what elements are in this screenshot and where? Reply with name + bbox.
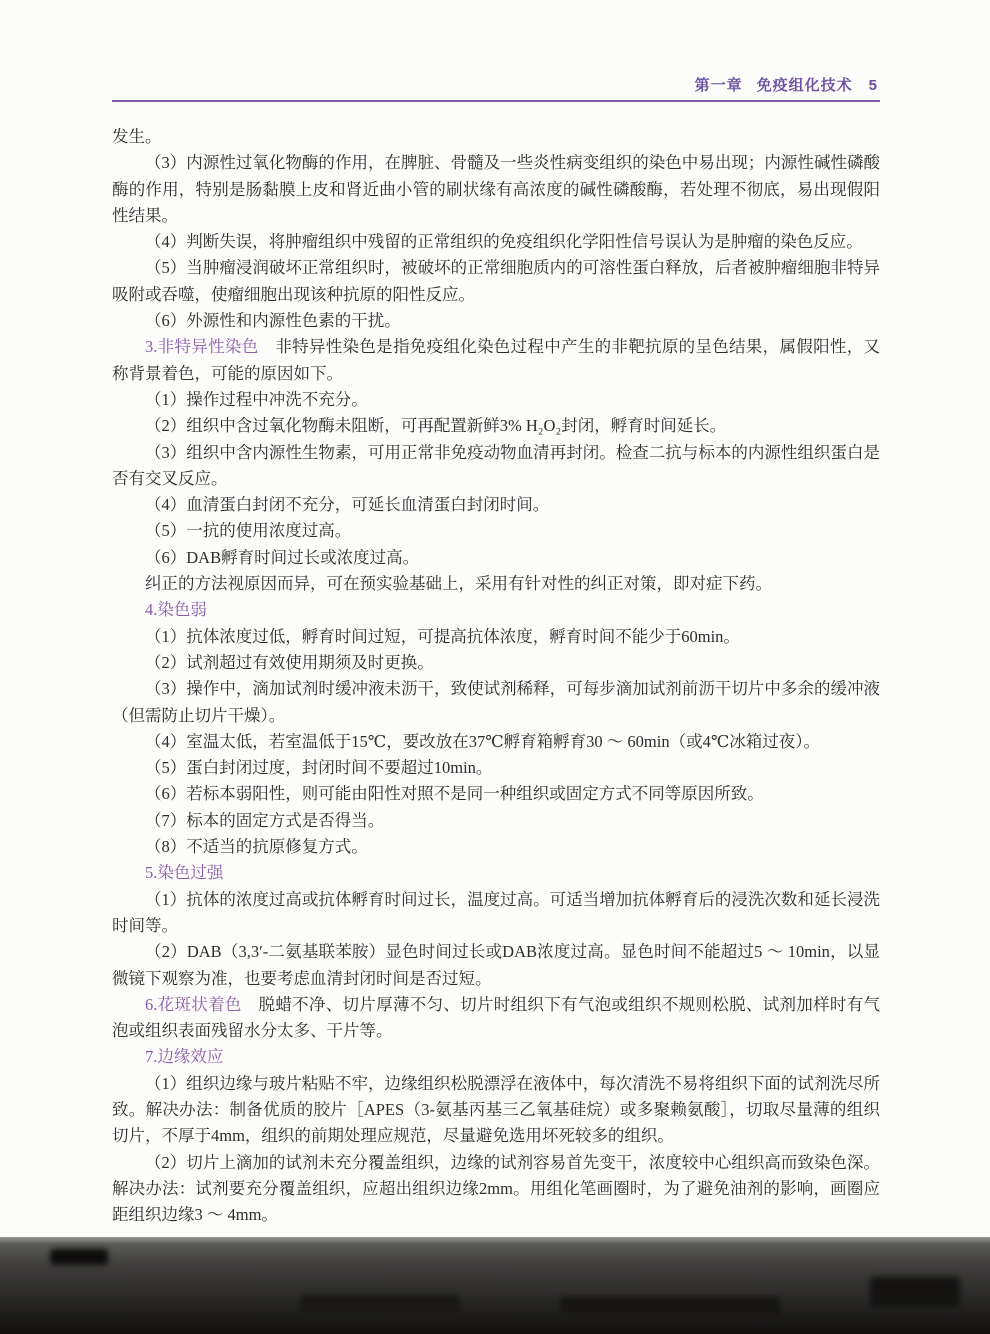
paragraph [112,1044,880,1070]
paragraph [112,492,880,518]
paragraph-text: （1）组织边缘与玻片粘贴不牢，边缘组织松脱漂浮在液体中，每次清洗不易将组织下面的试剂洗尽所致。解决办法：制备优质的胶片［APES（3-氨基丙基三乙氧基硅烷）或多聚赖氨酸］，切取尽量薄的组织切片，不厚于4mm，组织的前期处理应规范，尽量避免选用坏死较多的组织。 [112,1073,880,1146]
section-heading: 6.花斑状着色 [145,994,242,1014]
paragraph-text: （2）试剂超过有效使用期须及时更换。 [145,652,434,672]
photo-edge [0,1237,990,1334]
paragraph [112,729,880,755]
paragraph-text: （6）DAB孵育时间过长或浓度过高。 [145,547,420,567]
paragraph-text: 发生。 [112,127,162,146]
paragraph-text: （6）外源性和内源性色素的干扰。 [145,311,401,331]
section-heading: 7.边缘效应 [145,1047,224,1067]
paragraph [112,413,880,439]
photo-artifact [870,1277,960,1307]
paragraph-text: （3）内源性过氧化物酶的作用，在脾脏、骨髓及一些炎性病变组织的染色中易出现；内源性碱性磷酸酶的作用，特别是肠黏膜上皮和肾近曲小管的刷状缘有高浓度的碱性磷酸酶，若处理不彻底，易出现假阳性结果。 [112,153,880,225]
paragraph [112,755,880,781]
section-heading: 5.染色过强 [145,863,224,883]
paragraph [112,650,880,676]
paragraph-text: （7）标本的固定方式是否得当。 [145,810,385,830]
photo-artifact [300,1295,460,1315]
paragraph [112,834,880,860]
paragraph-text: （1）抗体的浓度过高或抗体孵育时间过长，温度过高。可适当增加抗体孵育后的浸洗次数和延长浸洗时间等。 [112,889,880,935]
paragraph [112,781,880,807]
paragraph [112,518,880,544]
paragraph [112,860,880,886]
paragraph [112,597,880,623]
paragraph [112,624,880,650]
paragraph-text: 纠正的方法视原因而异，可在预实验基础上，采用有针对性的纠正对策，即对症下药。 [145,574,772,594]
paragraph [112,808,880,834]
paragraph-text: （6）若标本弱阳性，则可能由阳性对照不是同一种组织或固定方式不同等原因所致。 [145,784,764,804]
paragraph [112,939,880,992]
photo-artifact [560,1297,780,1315]
paragraph-text: （3）操作中，滴加试剂时缓冲液未沥干，致使试剂稀释，可每步滴加试剂前沥干切片中多余的缓冲液（但需防止切片干燥）。 [112,679,880,725]
section-heading: 3.非特异性染色 [145,337,259,357]
paragraph [112,571,880,597]
paragraph [112,308,880,334]
paragraph-text: 非特异性染色是指免疫组化染色过程中产生的非靶抗原的呈色结果，属假阳性，又称背景着色，可能的原因如下。 [112,337,881,383]
paragraph [112,387,880,413]
paragraph [112,255,880,308]
paragraph [112,1150,880,1229]
header-rule [112,100,880,102]
paragraph-text: （3）组织中含内源性生物素，可用正常非免疫动物血清再封闭。检查二抗与标本的内源性组织蛋白是否有交叉反应。 [112,442,880,488]
chapter-label: 第一章 [694,77,743,94]
paragraph [112,334,880,387]
paragraph-text: （2）DAB（3,3′-二氨基联苯胺）显色时间过长或DAB浓度过高。显色时间不能超过5 ～ 10min，以显微镜下观察为准，也要考虑血清封闭时间是否过短。 [112,942,880,988]
page-content [112,124,880,1228]
section-heading: 4.染色弱 [145,600,207,620]
paragraph [112,1071,880,1150]
paragraph-text: （5）蛋白封闭过度，封闭时间不要超过10min。 [145,758,493,778]
photo-artifact [50,1249,108,1265]
paragraph-text: （5）一抗的使用浓度过高。 [145,521,352,541]
paragraph-text: （8）不适当的抗原修复方式。 [145,837,368,857]
chapter-title: 免疫组化技术 [756,77,853,94]
paragraph-text: （1）操作过程中冲洗不充分。 [145,389,368,409]
paragraph [112,229,880,255]
page-number: 5 [868,77,878,94]
running-head [113,74,878,95]
paragraph-text: （4）血清蛋白封闭不充分，可延长血清蛋白封闭时间。 [145,495,550,515]
paragraph-text: （5）当肿瘤浸润破坏正常组织时，被破坏的正常细胞质内的可溶性蛋白释放，后者被肿瘤细胞非特异吸附或吞噬，使瘤细胞出现该种抗原的阳性反应。 [112,258,880,304]
paragraph [112,124,880,150]
paragraph-text: （2）组织中含过氧化物酶未阻断，可再配置新鲜3% H₂O₂封闭，孵育时间延长。 [145,416,727,436]
paragraph-text: （1）抗体浓度过低，孵育时间过短，可提高抗体浓度，孵育时间不能少于60min。 [145,626,740,646]
paragraph [112,887,880,940]
paragraph-text: 脱蜡不净、切片厚薄不匀、切片时组织下有气泡或组织不规则松脱、试剂加样时有气泡或组织表面残留水分太多、干片等。 [112,994,881,1041]
paragraph-text: （4）判断失误，将肿瘤组织中残留的正常组织的免疫组织化学阳性信号误认为是肿瘤的染色反应。 [145,232,863,252]
paragraph [112,992,880,1045]
paragraph [112,676,880,729]
paragraph-text: （4）室温太低，若室温低于15℃，要改放在37℃孵育箱孵育30 ～ 60min（或4℃冰箱过夜）。 [145,731,821,751]
paragraph-text: （2）切片上滴加的试剂未充分覆盖组织，边缘的试剂容易首先变干，浓度较中心组织高而致染色深。解决办法：试剂要充分覆盖组织，应超出组织边缘2mm。用组化笔画圈时，为了避免油剂的影响，画圈应距组织边缘3 ～ 4mm。 [112,1152,880,1225]
paragraph [112,150,880,229]
paragraph [112,545,880,571]
paragraph [112,440,880,493]
